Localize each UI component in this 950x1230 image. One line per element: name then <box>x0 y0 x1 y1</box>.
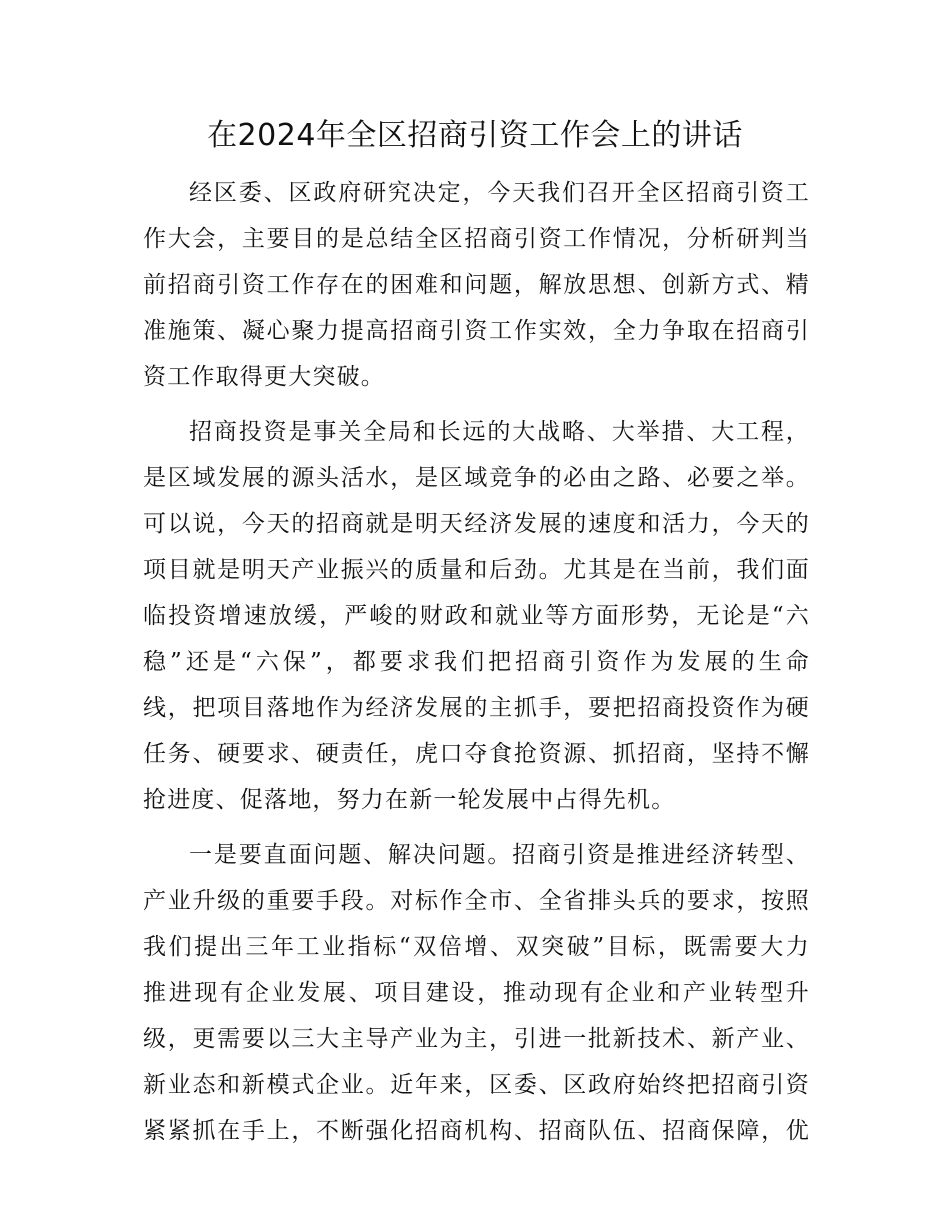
text-line: 任务、硬要求、硬责任，虎口夺食抢资源、抓招商，坚持不懈 <box>143 741 810 767</box>
paragraph-3 <box>143 832 810 1154</box>
text-line: 是区域发展的源头活水，是区域竞争的必由之路、必要之举。 <box>143 465 810 491</box>
text-line: 我们提出三年工业指标“双倍增、双突破”目标，既需要大力 <box>143 934 810 960</box>
text-line: 抢进度、促落地，努力在新一轮发展中占得先机。 <box>143 787 676 813</box>
document-body <box>143 170 810 1163</box>
text-line: 项目就是明天产业振兴的质量和后劲。尤其是在当前，我们面 <box>143 557 810 583</box>
text-line: 临投资增速放缓，严峻的财政和就业等方面形势，无论是“六 <box>143 603 810 629</box>
text-line: 紧紧抓在手上，不断强化招商机构、招商队伍、招商保障，优 <box>143 1118 810 1144</box>
text-line: 线，把项目落地作为经济发展的主抓手，要把招商投资作为硬 <box>143 695 810 721</box>
paragraph-2 <box>143 409 810 823</box>
text-line: 作大会，主要目的是总结全区招商引资工作情况，分析研判当 <box>143 226 810 252</box>
text-line: 产业升级的重要手段。对标作全市、全省排头兵的要求，按照 <box>143 888 810 914</box>
text-line: 一是要直面问题、解决问题。招商引资是推进经济转型、 <box>189 842 810 868</box>
text-line: 经区委、区政府研究决定，今天我们召开全区招商引资工 <box>189 180 810 206</box>
text-line: 前招商引资工作存在的困难和问题，解放思想、创新方式、精 <box>143 272 810 298</box>
text-line: 稳”还是“六保”，都要求我们把招商引资作为发展的生命 <box>143 649 810 675</box>
document-title: 在2024年全区招商引资工作会上的讲话 <box>207 118 743 153</box>
text-line: 招商投资是事关全局和长远的大战略、大举措、大工程， <box>189 419 810 445</box>
text-line: 级，更需要以三大主导产业为主，引进一批新技术、新产业、 <box>143 1026 810 1052</box>
text-line: 推进现有企业发展、项目建设，推动现有企业和产业转型升 <box>143 980 810 1006</box>
text-line: 资工作取得更大突破。 <box>143 364 385 390</box>
text-line: 可以说，今天的招商就是明天经济发展的速度和活力，今天的 <box>143 511 810 537</box>
text-line: 准施策、凝心聚力提高招商引资工作实效，全力争取在招商引 <box>143 318 810 344</box>
paragraph-1 <box>143 170 810 400</box>
text-line: 新业态和新模式企业。近年来，区委、区政府始终把招商引资 <box>143 1072 810 1098</box>
